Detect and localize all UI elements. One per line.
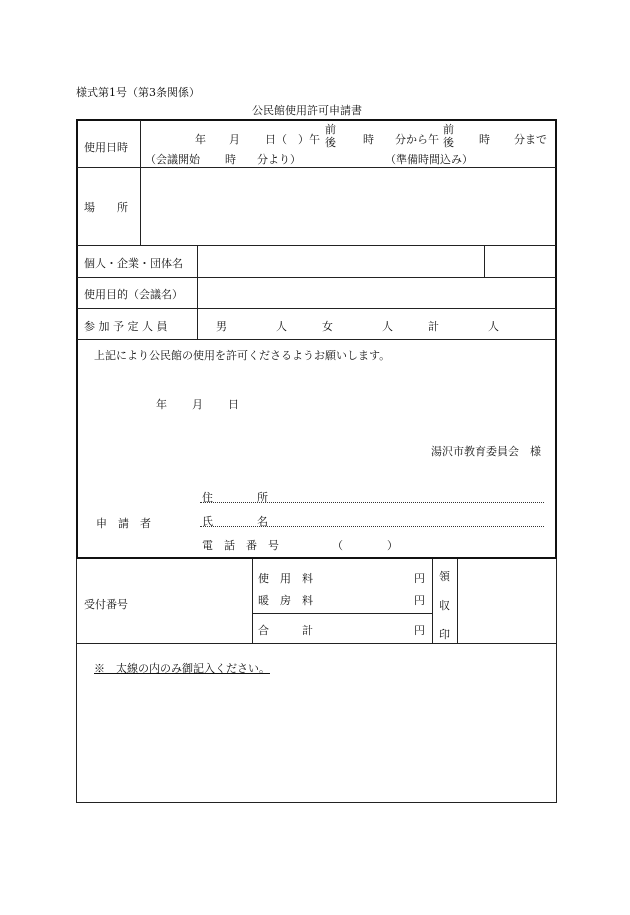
prep-note: （準備時間込み）: [385, 153, 473, 166]
attendees-label: 参 加 予 定 人 員: [84, 320, 168, 333]
usage-hour-end: 時: [479, 133, 490, 146]
usage-datetime-field[interactable]: [141, 120, 555, 166]
usage-datetime-label: 使用日時: [84, 141, 128, 154]
female-label: 女: [322, 320, 333, 333]
ampm-selector-start[interactable]: 前 後: [325, 123, 336, 149]
applicant-name-field[interactable]: [198, 246, 483, 276]
place-label: 場 所: [84, 201, 128, 214]
usage-day: 日（ ）午: [265, 133, 320, 146]
address-field[interactable]: [200, 502, 544, 503]
usage-until: 分まで: [514, 133, 547, 146]
seal-char-1: 領: [439, 570, 450, 583]
receipt-section: [76, 559, 557, 644]
phone-field[interactable]: （ ）: [332, 539, 398, 552]
name-label: 氏 名: [202, 515, 268, 528]
ampm-selector-end[interactable]: 前 後: [443, 123, 454, 149]
usage-hour-start: 時: [363, 133, 374, 146]
form-number: 様式第1号（第3条関係）: [76, 86, 200, 99]
receipt-number-label: 受付番号: [84, 598, 128, 611]
meeting-start: （会議開始: [145, 153, 200, 166]
fee-yen: 円: [414, 572, 425, 585]
total-unit: 人: [488, 320, 499, 333]
male-label: 男: [216, 320, 227, 333]
attendees-field[interactable]: [198, 309, 555, 338]
usage-from: 分から午: [395, 133, 439, 146]
request-text: 上記により公民館の使用を許可くださるようお願いします。: [94, 349, 391, 362]
purpose-label: 使用目的（会議名）: [84, 288, 183, 301]
total-label: 計: [428, 320, 439, 333]
heating-label: 暖 房 料: [258, 594, 313, 607]
phone-label: 電 話 番 号: [202, 539, 279, 552]
address-label: 住 所: [202, 491, 268, 504]
female-unit: 人: [382, 320, 393, 333]
usage-month: 月: [229, 133, 240, 146]
seal-char-3: 印: [439, 628, 450, 641]
date-month: 月: [192, 398, 203, 411]
total-fee-label: 合 計: [258, 624, 313, 637]
fee-label: 使 用 料: [258, 572, 313, 585]
usage-year: 年: [195, 133, 206, 146]
page-title: 公民館使用許可申請書: [252, 104, 362, 117]
note-text: ※ 太線の内のみ御記入ください。: [94, 662, 270, 675]
date-year: 年: [156, 398, 167, 411]
heating-yen: 円: [414, 594, 425, 607]
date-day: 日: [228, 398, 239, 411]
seal-char-2: 収: [439, 599, 450, 612]
applicant-extra-field[interactable]: [485, 246, 555, 276]
name-field[interactable]: [200, 526, 544, 527]
applicant-label: 申 請 者: [96, 517, 151, 530]
male-unit: 人: [276, 320, 287, 333]
purpose-field[interactable]: [198, 278, 555, 307]
total-yen: 円: [414, 624, 425, 637]
place-field[interactable]: [141, 168, 555, 244]
meeting-min: 分より）: [257, 153, 301, 166]
meeting-hour: 時: [225, 153, 236, 166]
applicant-name-label: 個人・企業・団体名: [84, 257, 183, 270]
addressee: 湯沢市教育委員会 様: [431, 445, 541, 458]
